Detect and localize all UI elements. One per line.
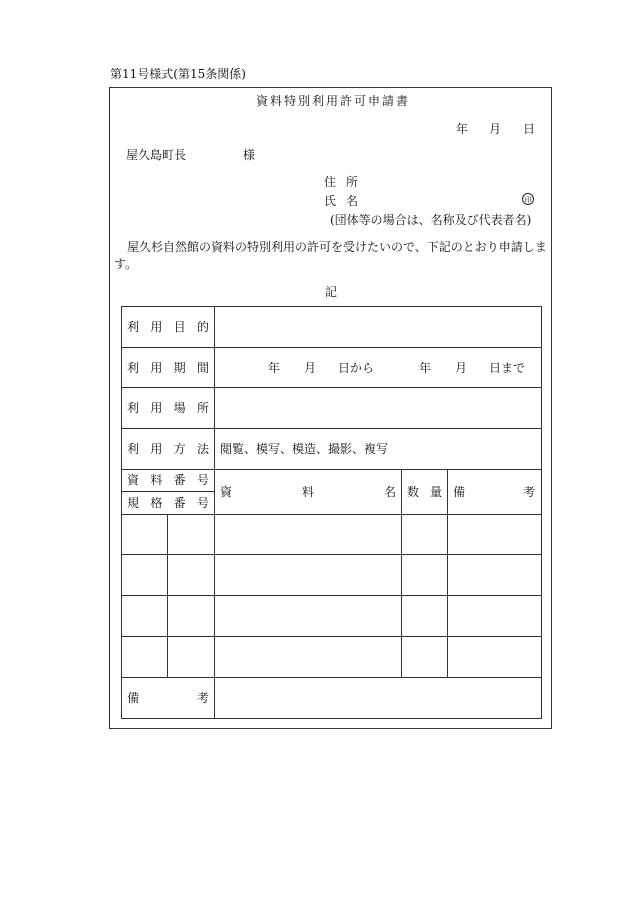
period-month-start: 月: [304, 361, 317, 375]
period-label: 利 用 期 間: [127, 361, 209, 375]
item-number-label: 資 料 番 号: [127, 473, 209, 487]
column-divider: [214, 306, 215, 719]
row-divider: [121, 387, 542, 388]
period-day-end: 日まで: [489, 361, 526, 375]
period-year-start: 年: [268, 361, 281, 375]
addressee-honorific: 様: [243, 148, 256, 162]
body-text-line-2: す。: [114, 257, 138, 271]
group-note: (団体等の場合は、名称及び代表者名): [330, 213, 532, 227]
row-divider: [121, 491, 214, 492]
date-day: 日: [523, 122, 536, 136]
material-name-label: 資 料 名: [220, 485, 396, 499]
period-month-end: 月: [455, 361, 468, 375]
purpose-label: 利 用 目 的: [127, 320, 209, 334]
addressee-name: 屋久島町長: [126, 148, 187, 162]
name-label: 氏 名: [324, 194, 358, 208]
column-divider: [447, 469, 448, 677]
column-divider: [401, 469, 402, 677]
method-value: 閲覧、模写、模造、撮影、複写: [220, 442, 389, 456]
method-label: 利 用 方 法: [127, 442, 209, 456]
remarks-header-label: 備 考: [453, 485, 535, 499]
spec-number-label: 規 格 番 号: [127, 496, 209, 510]
date-year: 年: [456, 122, 469, 136]
body-text-line-1: 屋久杉自然館の資料の特別利用の許可を受けたいので、下記のとおり申請しま: [127, 240, 547, 254]
row-divider: [121, 595, 542, 596]
place-label: 利 用 場 所: [127, 401, 209, 415]
address-label: 住 所: [324, 175, 358, 189]
seal-mark: 印: [522, 193, 534, 205]
form-title: 資料特別利用許可申請書: [256, 94, 411, 108]
date-month: 月: [489, 122, 502, 136]
form-number: 第11号様式(第15条関係): [110, 67, 246, 81]
footer-remarks-label: 備 考: [127, 691, 209, 705]
row-divider: [121, 677, 542, 678]
period-day-start: 日から: [338, 361, 375, 375]
row-divider: [121, 554, 542, 555]
ki-heading: 記: [325, 285, 338, 299]
period-year-end: 年: [419, 361, 432, 375]
quantity-label: 数 量: [407, 485, 442, 499]
row-divider: [121, 428, 542, 429]
row-divider: [121, 347, 542, 348]
row-divider: [121, 514, 542, 515]
row-divider: [121, 469, 542, 470]
column-divider: [167, 514, 168, 677]
row-divider: [121, 636, 542, 637]
